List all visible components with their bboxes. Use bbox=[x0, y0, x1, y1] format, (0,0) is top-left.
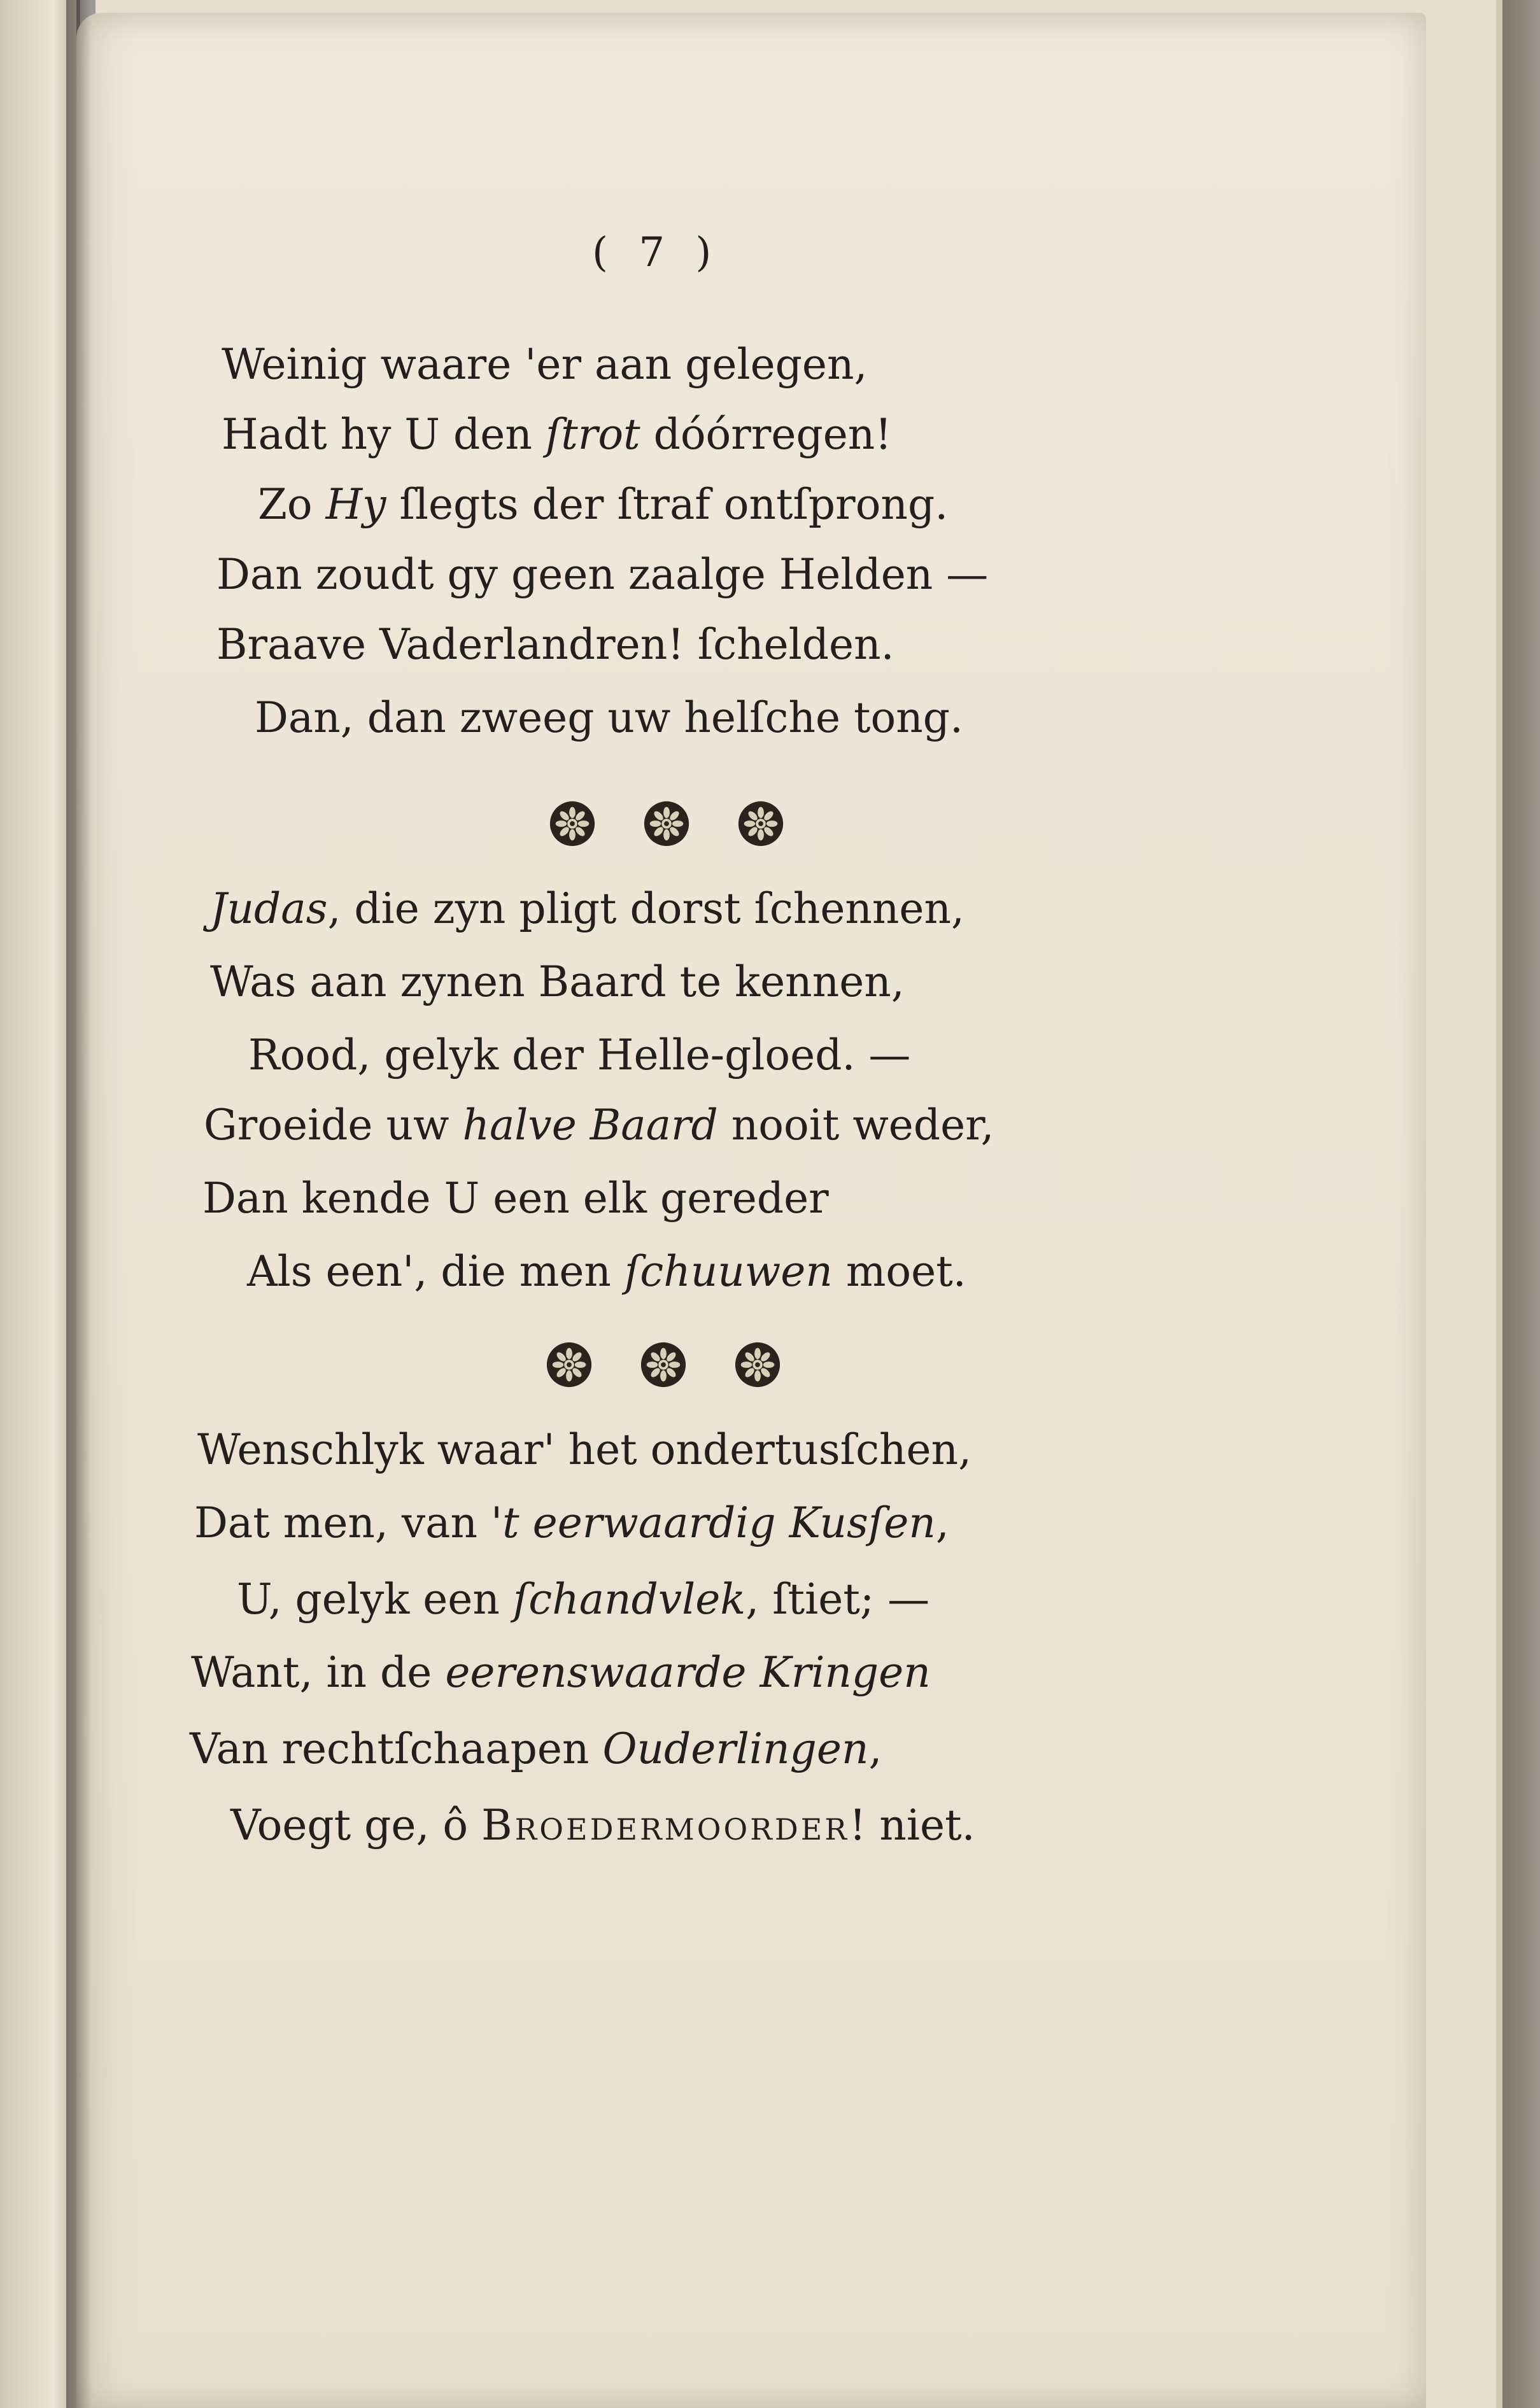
verse-line bbox=[202, 1174, 829, 1223]
verse-italic: halve Baard bbox=[462, 1101, 718, 1150]
verse-text: , bbox=[868, 1724, 882, 1773]
verse-text: Weinig waare 'er aan gelegen, bbox=[222, 340, 868, 389]
verse-italic: 't eerwaardig Kusſen bbox=[491, 1498, 936, 1547]
verse-line bbox=[248, 1031, 911, 1080]
verse-text: Dan kende U een elk gereder bbox=[202, 1174, 829, 1223]
verse-line bbox=[230, 1801, 975, 1850]
rosette-icon bbox=[639, 1340, 688, 1390]
verse-line bbox=[191, 1648, 931, 1697]
verse-italic: Judas bbox=[210, 884, 328, 933]
verse-line bbox=[258, 480, 949, 529]
verse-line bbox=[210, 884, 964, 933]
rosette-icon bbox=[736, 799, 786, 848]
verse-italic: eerenswaarde Kringen bbox=[445, 1648, 931, 1697]
verse-text: Braave Vaderlandren! ſchelden. bbox=[216, 620, 894, 669]
page-number: ( 7 ) bbox=[592, 229, 721, 276]
verse-italic: ſchandvlek bbox=[512, 1575, 746, 1624]
rosette-icon bbox=[733, 1340, 782, 1390]
verse-text: ! niet. bbox=[849, 1801, 975, 1850]
verse-text: Wenschlyk waar' het ondertusſchen, bbox=[197, 1425, 972, 1474]
verse-text: Rood, gelyk der Helle-gloed. — bbox=[248, 1031, 911, 1080]
book-spine-shadow bbox=[66, 0, 92, 2408]
verse-line bbox=[204, 1101, 994, 1150]
verse-text: Groeide uw bbox=[204, 1101, 463, 1150]
verse-text: Van rechtſchaapen bbox=[190, 1724, 603, 1773]
verse-text: Zo bbox=[258, 480, 326, 529]
verse-line bbox=[194, 1498, 949, 1547]
verse-text: U, gelyk een bbox=[237, 1575, 513, 1624]
verse-line bbox=[237, 1575, 930, 1624]
verse-line bbox=[222, 340, 868, 389]
rosette-icon bbox=[547, 799, 597, 848]
verse-line bbox=[222, 410, 892, 459]
verse-text: Dan zoudt gy geen zaalge Helden — bbox=[216, 550, 989, 599]
rosette-icon bbox=[642, 799, 691, 848]
verse-text: Want, in de bbox=[191, 1648, 446, 1697]
verse-text: ſlegts der ſtraf ontſprong. bbox=[386, 480, 949, 529]
verse-line bbox=[247, 1247, 966, 1296]
verse-line bbox=[216, 620, 894, 669]
verse-text: Dan, dan zweeg uw helſche tong. bbox=[255, 693, 964, 742]
verse-small-caps: Broedermoorder bbox=[481, 1801, 849, 1850]
verse-text: moet. bbox=[832, 1247, 966, 1296]
verse-text: dóórregen! bbox=[640, 410, 892, 459]
verse-italic: Hy bbox=[325, 480, 386, 529]
verse-line bbox=[197, 1425, 972, 1474]
verse-text: Was aan zynen Baard te kennen, bbox=[210, 957, 905, 1006]
verse-text: , ſtiet; — bbox=[745, 1575, 930, 1624]
verse-line bbox=[190, 1724, 882, 1773]
verse-text: Voegt ge, ô bbox=[230, 1801, 482, 1850]
verse-italic: Ouderlingen bbox=[602, 1724, 869, 1773]
verse-text: , bbox=[935, 1498, 949, 1547]
verse-italic: ſchuuwen bbox=[624, 1247, 833, 1296]
verse-text: Als een', die men bbox=[247, 1247, 625, 1296]
verse-text: Dat men, van bbox=[194, 1498, 491, 1547]
rosette-icon bbox=[544, 1340, 594, 1390]
ornament-divider bbox=[547, 799, 786, 848]
verse-text: , die zyn pligt dorst ſchennen, bbox=[327, 884, 964, 933]
verse-text: nooit weder, bbox=[717, 1101, 994, 1150]
verse-italic: ſtrot bbox=[545, 410, 640, 459]
verse-line bbox=[210, 957, 905, 1006]
verse-line bbox=[255, 693, 964, 742]
ornament-divider bbox=[544, 1340, 782, 1390]
verse-text: Hadt hy U den bbox=[222, 410, 546, 459]
verse-line bbox=[216, 550, 989, 599]
